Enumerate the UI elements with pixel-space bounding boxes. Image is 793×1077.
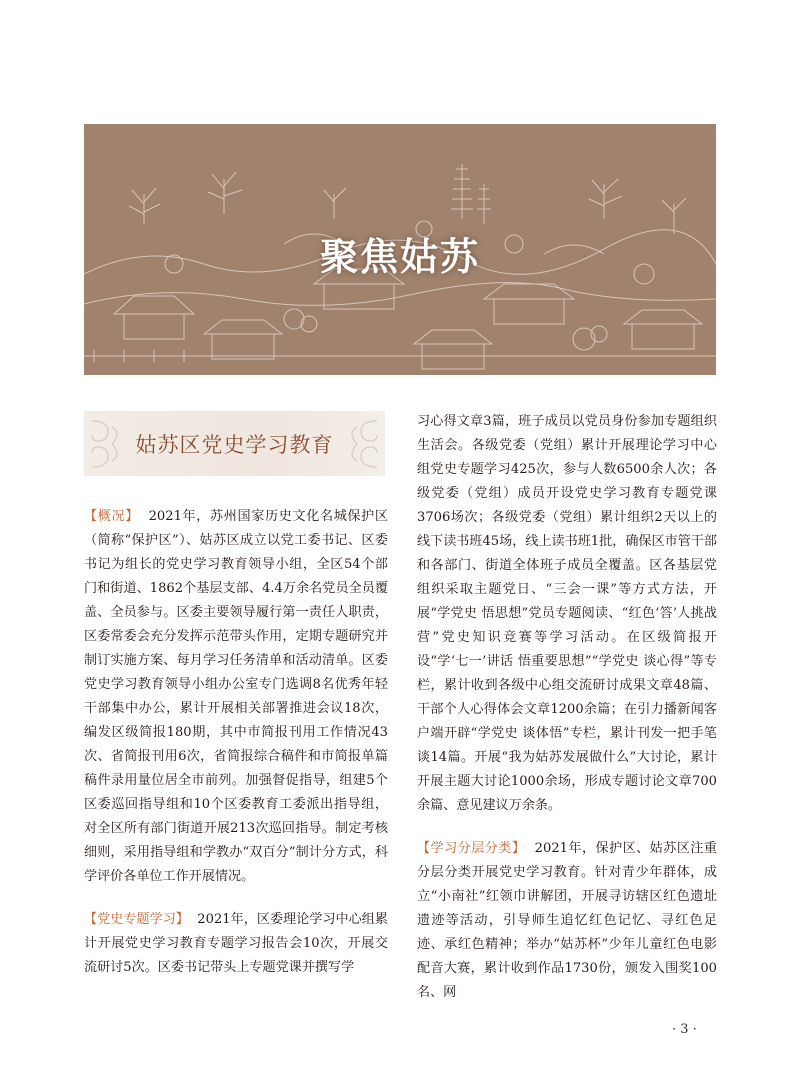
page-number: · 3 · [672,1022,697,1037]
layered-text: 2021年，保护区、姑苏区注重分层分类开展党史学习教育。针对青少年群体，成立“小南社”红领巾讲解团，开展寻访辖区红色遗址遗迹等活动，引导师生追忆红色记忆、寻红色足迹、承红色精神；举办“姑苏杯”少年儿童红色电影配音大赛，累计收到作品1730份，颁发入围奖100名、网 [417,841,718,1000]
tag-study: 【党史专题学习】 [84,912,189,927]
section-header [84,411,385,476]
overview-text: 2021年，苏州国家历史文化名城保护区（简称“保护区”）、姑苏区成立以党工委书记、区委书记为组长的党史学习教育领导小组，全区54个部门和街道、1862个基层支部、4.4万余名党员全员覆盖、全员参与。区委主要领导履行第一责任人职责，区委常委会充分发挥示范带头作用，定期专题研究并制订实施方案、每月学习任务清单和活动清单。区委党史学习教育领导小组办公室专门选调8名优秀年轻干部集中办公，累计开展相关部署推进会议18次，编发区级简报180期，其中市简报刊用工作情况43次、省简报刊用6次，省简报综合稿件和市简报单篇稿件录用量位居全市前列。加强督促指导，组建5个区委巡回指导组和10个区委教育工委派出指导组，对全区所有部门街道开展213次巡回指导。制定考核细则，采用指导组和学教办“双百分”制计分方式，科学评价各单位工作开展情况。 [84,509,389,884]
paragraph-layered [417,837,717,1005]
paragraph-continued [417,410,717,818]
banner-title: 聚焦姑苏 [319,234,480,279]
paragraph-study [84,908,388,980]
paragraph-overview [84,505,388,889]
tag-overview: 【概况】 [84,509,139,524]
left-column [84,505,388,980]
tag-layered: 【学习分层分类】 [417,841,526,856]
study-text: 2021年，区委理论学习中心组累计开展党史学习教育专题学习报告会10次，开展交流研讨5次。区委书记带头上专题党课并撰写学 [84,912,388,975]
header-banner [84,124,716,375]
right-column [417,410,717,1005]
section-title: 姑苏区党史学习教育 [135,433,334,457]
continued-text: 习心得文章3篇，班子成员以党员身份参加专题组织生活会。各级党委（党组）累计开展理论学习中心组党史专题学习425次，参与人数6500余人次；各级党委（党组）成员开设党史学习教育专题党课3706场次；各级党委（党组）累计组织2天以上的线下读书班45场，线上读书班1批，确保区市管干部和各部门、街道全体班子成员全覆盖。区各基层党组织采取主题党日、“三会一课”等方式方法，开展“学党史 悟思想”党员专题阅读、“红色‘答’人挑战营”党史知识竞赛等学习活动。在区级简报开设“学‘七一’讲话 悟重要思想”“学党史 谈心得”等专栏，累计收到各级中心组交流研讨成果文章48篇、干部个人心得体会文章1200余篇；在引力播新闻客户端开辟“学党史 谈体悟”专栏，累计刊发一把手笔谈14篇。开展“我为姑苏发展做什么”大讨论，累计开展主题大讨论1000余场，形成专题讨论文章700余篇、意见建议万余条。 [417,414,717,813]
